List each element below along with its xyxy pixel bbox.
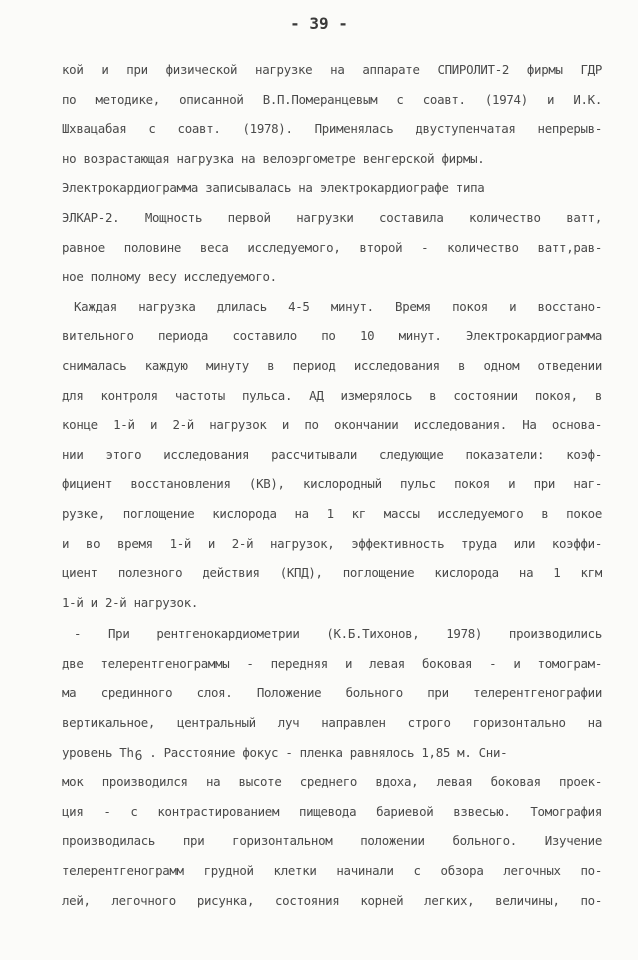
text-line: ЭЛКАР-2. Мощность первой нагрузки составила количество ватт, <box>62 209 602 225</box>
vertebra-label <box>119 738 142 768</box>
text-line: телерентгенограмм грудной клетки начинали с обзора легочных по- <box>62 863 602 879</box>
text-line: вертикальное, центральный луч направлен строго горизонтально на <box>62 715 602 731</box>
vertebra-subscript: 6 <box>134 749 143 765</box>
text-line: снималась каждую минуту в период исследования в одном отведении <box>62 357 602 373</box>
body-text <box>62 55 602 915</box>
text-line: две телерентгенограммы - передняя и левая боковая - и томограм- <box>62 655 602 671</box>
text-line: циент полезного действия (КПД), поглощение кислорода на 1 кгм <box>62 565 602 581</box>
text-line: Электрокардиограмма записывалась на электрокардиографе типа <box>62 180 485 196</box>
text-line: лей, легочного рисунка, состояния корней легких, величины, по- <box>62 892 602 908</box>
text-line: мок производился на высоте среднего вдоха, левая боковая проек- <box>62 774 602 790</box>
vertebra-symbol: Th <box>119 744 134 760</box>
text-line: 1-й и 2-й нагрузок. <box>62 594 199 610</box>
text-line: конце 1-й и 2-й нагрузок и по окончании исследования. На основа- <box>62 417 602 433</box>
text-line: по методике, описанной В.П.Померанцевым с соавт. (1974) и И.К. <box>62 91 602 107</box>
text-line: производилась при горизонтальном положении больного. Изучение <box>62 833 602 849</box>
text-line: Шхвацабая с соавт. (1978). Применялась двуступенчатая непрерыв- <box>62 121 602 137</box>
page-number: - 39 - <box>290 14 348 33</box>
text-line: для контроля частоты пульса. АД измерялось в состоянии покоя, в <box>62 387 602 403</box>
text-line: рузке, поглощение кислорода на 1 кг массы исследуемого в покое <box>62 505 602 521</box>
text-line: нии этого исследования рассчитывали следующие показатели: коэф- <box>62 446 602 462</box>
level-line-after: . Расстояние фокус - пленка равнялось 1,85 м. Сни- <box>142 744 508 760</box>
text-line: равное половине веса исследуемого, второй - количество ватт,рав- <box>62 239 602 255</box>
level-line-before: уровень <box>62 744 120 760</box>
text-line: ция - с контрастированием пищевода бариевой взвесью. Томография <box>62 803 602 819</box>
text-line: кой и при физической нагрузке на аппарате СПИРОЛИТ-2 фирмы ГДР <box>62 62 602 77</box>
text-line: ма срединного слоя. Положение больного при телерентгенографии <box>62 685 602 701</box>
text-line: вительного периода составило по 10 минут. Электрокардиограмма <box>62 328 602 344</box>
text-line: и во время 1-й и 2-й нагрузок, эффективность труда или коэффи- <box>62 535 602 551</box>
text-line-with-vertebra <box>62 738 602 768</box>
text-line: фициент восстановления (КВ), кислородный пульс покоя и при наг- <box>62 476 602 492</box>
text-line: но возрастающая нагрузка на велоэргометре венгерской фирмы. <box>62 150 485 166</box>
text-line: Каждая нагрузка длилась 4-5 минут. Время покоя и восстано- <box>74 298 602 314</box>
text-line: - При рентгенокардиометрии (К.Б.Тихонов, 1978) производились <box>74 626 602 642</box>
text-line: ное полному весу исследуемого. <box>62 269 277 285</box>
